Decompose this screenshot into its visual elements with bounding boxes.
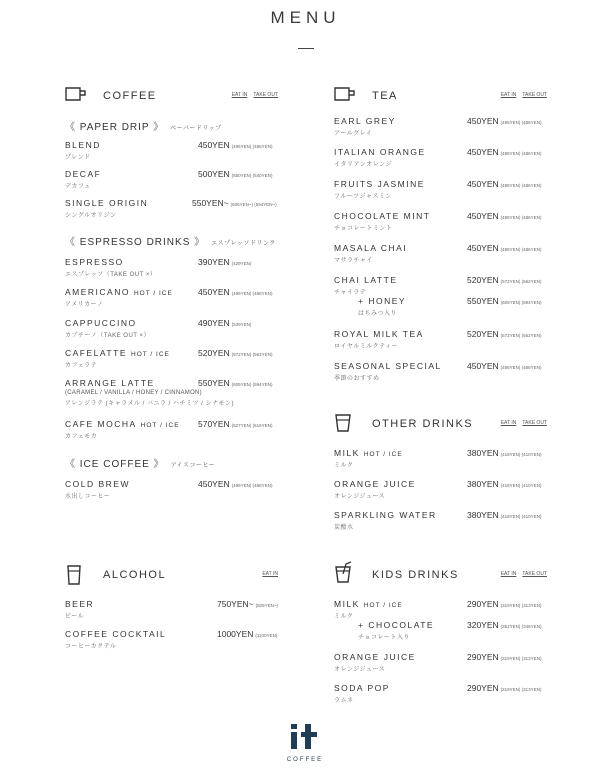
item-price: 450YEN (495YEN) (486YEN) — [467, 179, 542, 189]
menu-item-americano — [65, 287, 278, 308]
item-price: 290YEN (319YEN) (313YEN) — [467, 599, 542, 609]
subsection-jp: アイスコーヒー — [170, 463, 216, 469]
other-drinks-links — [495, 420, 547, 426]
item-jp: チョコレートミント — [334, 226, 393, 232]
item-name: SPARKLING WATER — [334, 510, 437, 520]
other-drinks-title: OTHER DRINKS — [372, 418, 474, 430]
item-jp: カプチーノ（TAKE OUT ×） — [65, 333, 151, 339]
alcohol-section — [65, 565, 278, 655]
item-name: CHOCOLATE MINT — [334, 211, 431, 221]
page-title: MENU — [270, 8, 341, 27]
item-name: + CHOCOLATE — [358, 620, 435, 630]
menu-item-chai-latte — [334, 275, 547, 296]
eat-in-label: EAT IN — [231, 92, 248, 98]
item-price: 290YEN (319YEN) (313YEN) — [467, 683, 542, 693]
coffee-cup-icon — [65, 86, 87, 102]
menu-item-single-origin — [65, 198, 278, 219]
item-jp: ロイヤルミルクティー — [334, 344, 399, 350]
item-name: COLD BREW — [65, 479, 130, 489]
ice-coffee-heading — [65, 455, 215, 470]
subsection-jp: エスプレッソドリンク — [211, 241, 276, 247]
item-name: ARRANGE LATTE — [65, 378, 155, 388]
brand-logo — [275, 724, 335, 763]
menu-item-decaf — [65, 169, 278, 190]
item-jp: オレンジジュース — [334, 494, 386, 500]
menu-item-chocolate-option — [334, 620, 547, 641]
subsection-title: 《 PAPER DRIP 》 — [65, 122, 165, 133]
menu-item-royal-milk-tea — [334, 329, 547, 350]
item-jp: アレンジラテ (キャラメル / バニラ / ハチミツ / シナモン) — [65, 401, 234, 407]
menu-item-cafe-mocha — [65, 419, 278, 440]
tea-header — [334, 86, 547, 104]
other-drinks-section — [334, 414, 547, 534]
item-name: SINGLE ORIGIN — [65, 198, 149, 208]
menu-item-coffee-cocktail — [65, 629, 278, 650]
item-price: 500YEN (550YEN) (540YEN) — [198, 169, 273, 179]
item-name: ROYAL MILK TEA — [334, 329, 424, 339]
item-price: 450YEN (495YEN) (486YEN) — [467, 147, 542, 157]
item-price: 550YEN (605YEN) (594YEN) — [467, 296, 542, 306]
item-name: CAFELATTE HOT / ICE — [65, 348, 170, 358]
item-name: EARL GREY — [334, 116, 396, 126]
title-divider — [298, 48, 314, 49]
item-price: 750YEN~ (825YEN~) — [217, 599, 279, 609]
item-name: BEER — [65, 599, 95, 609]
item-name: FRUITS JASMINE — [334, 179, 425, 189]
item-name: SODA POP — [334, 683, 390, 693]
menu-item-milk — [334, 448, 547, 469]
eat-in-label: EAT IN — [262, 571, 278, 577]
item-name: AMERICANO HOT / ICE — [65, 287, 173, 297]
subsection-jp: ペーパードリップ — [170, 126, 222, 132]
item-name: MILK HOT / ICE — [334, 599, 403, 609]
item-price: 550YEN~ (605YEN~) (594YEN~) — [192, 198, 277, 208]
item-name: ESPRESSO — [65, 257, 124, 267]
menu-item-italian-orange — [334, 147, 547, 168]
item-price: 490YEN (539YEN) — [198, 318, 252, 328]
subsection-title: 《 ICE COFFEE 》 — [65, 459, 165, 470]
it-logo-mark — [285, 724, 325, 750]
menu-item-beer — [65, 599, 278, 620]
item-note: (CARAMEL / VANILLA / HONEY / CINNAMON) — [65, 390, 202, 396]
item-price: 390YEN (429YEN) — [198, 257, 252, 267]
item-jp: ブレンド — [65, 155, 91, 161]
item-name: CAPPUCCINO — [65, 318, 137, 328]
item-jp: ビール — [65, 614, 85, 620]
item-price: 450YEN (495YEN) (486YEN) — [198, 479, 273, 489]
item-price: 290YEN (319YEN) (313YEN) — [467, 652, 542, 662]
eat-in-label: EAT IN — [500, 571, 517, 577]
paper-drip-heading — [65, 118, 222, 133]
item-jp: コーヒーカクテル — [65, 644, 117, 650]
take-out-label: TAKE OUT — [522, 92, 547, 98]
item-price: 450YEN (495YEN) (486YEN) — [467, 116, 542, 126]
item-jp: ミルク — [334, 463, 354, 469]
item-price: 380YEN (418YEN) (410YEN) — [467, 479, 542, 489]
item-jp: 季節のおすすめ — [334, 376, 380, 382]
kids-drinks-links — [495, 571, 547, 577]
item-jp: アメリカーノ — [65, 302, 104, 308]
item-jp: チョコレート入り — [358, 635, 410, 641]
menu-item-masala-chai — [334, 243, 547, 264]
item-price: 380YEN (418YEN) (410YEN) — [467, 448, 542, 458]
take-out-label: TAKE OUT — [522, 571, 547, 577]
item-price: 520YEN (572YEN) (562YEN) — [467, 329, 542, 339]
item-jp: 炭酸水 — [334, 525, 354, 531]
item-jp: デカフェ — [65, 184, 91, 190]
item-price: 450YEN (495YEN) (486YEN) — [467, 243, 542, 253]
item-price: 450YEN (495YEN) (486YEN) — [467, 211, 542, 221]
item-name: SEASONAL SPECIAL — [334, 361, 442, 371]
item-jp: 水出しコーヒー — [65, 494, 111, 500]
item-jp: エスプレッソ（TAKE OUT ×） — [65, 272, 157, 278]
menu-item-espresso — [65, 257, 278, 278]
logo-word: COFFEE — [286, 757, 324, 763]
item-jp: イタリアンオレンジ — [334, 162, 392, 168]
item-price: 450YEN (495YEN) (486YEN) — [198, 287, 273, 297]
espresso-drinks-heading — [65, 233, 276, 248]
menu-item-earl-grey — [334, 116, 547, 137]
take-out-label: TAKE OUT — [253, 92, 278, 98]
tea-cup-icon — [334, 86, 356, 102]
item-jp: ラムネ — [334, 698, 354, 704]
menu-item-cafelatte — [65, 348, 278, 369]
menu-item-cold-brew — [65, 479, 278, 500]
coffee-title: COFFEE — [103, 90, 157, 102]
item-jp: シングルオリジン — [65, 213, 117, 219]
item-price: 320YEN (352YEN) (346YEN) — [467, 620, 542, 630]
eat-in-label: EAT IN — [500, 420, 517, 426]
item-price: 550YEN (605YEN) (594YEN) — [198, 378, 273, 388]
glass-icon — [334, 414, 356, 432]
menu-item-orange-juice — [334, 479, 547, 500]
item-name: CAFE MOCHA HOT / ICE — [65, 419, 180, 429]
item-price: 570YEN (627YEN) (616YEN) — [198, 419, 273, 429]
item-jp: はちみつ入り — [358, 311, 397, 317]
coffee-section — [65, 86, 278, 506]
take-out-label: TAKE OUT — [522, 420, 547, 426]
item-name: ORANGE JUICE — [334, 479, 416, 489]
item-name: CHAI LATTE — [334, 275, 398, 285]
item-price: 450YEN (495YEN) (486YEN) — [467, 361, 542, 371]
coffee-header — [65, 86, 278, 104]
menu-item-arrange-latte — [65, 378, 278, 407]
alcohol-links — [256, 571, 278, 577]
tea-section — [334, 86, 547, 386]
alcohol-title: ALCOHOL — [103, 569, 167, 581]
item-price: 520YEN (572YEN) (562YEN) — [467, 275, 542, 285]
menu-item-chocolate-mint — [334, 211, 547, 232]
item-jp: アールグレイ — [334, 131, 373, 137]
other-drinks-header — [334, 414, 547, 432]
item-jp: マサラチャイ — [334, 258, 373, 264]
tea-links — [495, 92, 547, 98]
menu-item-seasonal-special — [334, 361, 547, 382]
item-price: 520YEN (572YEN) (562YEN) — [198, 348, 273, 358]
item-price: 450YEN (495YEN) (486YEN) — [198, 140, 273, 150]
item-jp: チャイラテ — [334, 290, 367, 296]
tea-title: TEA — [372, 90, 398, 102]
kids-drinks-title: KIDS DRINKS — [372, 569, 459, 581]
item-name: MASALA CHAI — [334, 243, 408, 253]
kids-drinks-header — [334, 565, 547, 583]
item-name: DECAF — [65, 169, 102, 179]
alcohol-header — [65, 565, 278, 583]
item-jp: カフェラテ — [65, 363, 98, 369]
beer-glass-icon — [65, 565, 87, 585]
item-name: ORANGE JUICE — [334, 652, 416, 662]
subsection-title: 《 ESPRESSO DRINKS 》 — [65, 237, 206, 248]
menu-item-fruits-jasmine — [334, 179, 547, 200]
kids-drinks-section — [334, 565, 547, 705]
menu-item-cappuccino — [65, 318, 278, 339]
coffee-links — [226, 92, 278, 98]
menu-item-sparkling-water — [334, 510, 547, 531]
item-name: BLEND — [65, 140, 101, 150]
menu-item-honey-option — [334, 296, 547, 317]
item-price: 1000YEN (1100YEN) — [217, 629, 278, 639]
item-jp: フルーツジャスミン — [334, 194, 392, 200]
straw-cup-icon — [334, 561, 356, 583]
item-jp: カフェモカ — [65, 434, 98, 440]
item-price: 380YEN (418YEN) (410YEN) — [467, 510, 542, 520]
menu-item-kids-orange-juice — [334, 652, 547, 673]
menu-item-soda-pop — [334, 683, 547, 704]
menu-item-kids-milk — [334, 599, 547, 620]
item-name: COFFEE COCKTAIL — [65, 629, 167, 639]
item-jp: オレンジジュース — [334, 667, 386, 673]
eat-in-label: EAT IN — [500, 92, 517, 98]
item-name: + HONEY — [358, 296, 407, 306]
menu-item-blend — [65, 140, 278, 161]
item-jp: ミルク — [334, 614, 354, 620]
item-name: ITALIAN ORANGE — [334, 147, 426, 157]
item-name: MILK HOT / ICE — [334, 448, 403, 458]
